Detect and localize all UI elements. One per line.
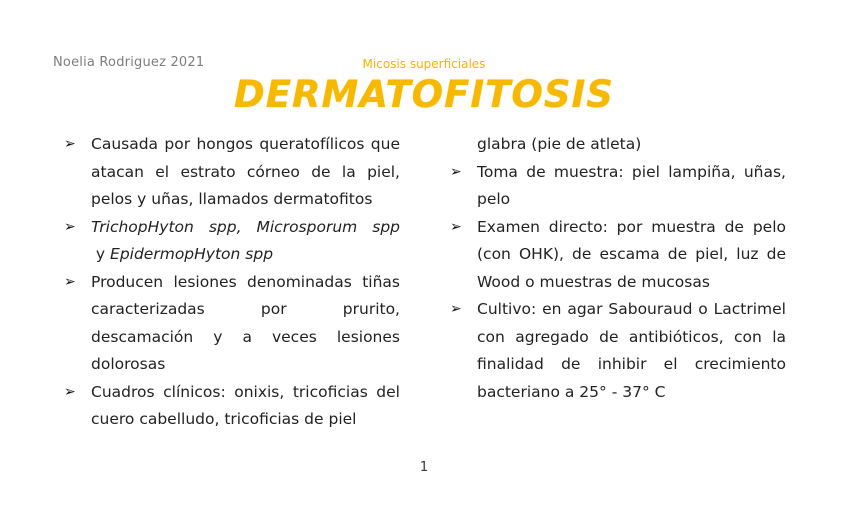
left-bullet-list	[64, 131, 400, 434]
list-item-text: Toma de muestra: piel lampiña, uñas, pelo	[477, 162, 786, 208]
list-item-genus-2: EpidermopHyton spp	[110, 245, 274, 263]
arrow-bullet-icon: ➢	[450, 163, 462, 180]
list-item	[450, 214, 786, 297]
arrow-bullet-icon: ➢	[64, 218, 76, 235]
page-title: DERMATOFITOSIS	[234, 73, 614, 116]
list-item	[64, 379, 400, 434]
arrow-bullet-icon: ➢	[64, 273, 76, 290]
list-item-text: Causada por hongos queratofílicos que atacan el estrato córneo de la piel, pelos y uñas, llamados dermatofitos	[91, 135, 400, 208]
list-item	[450, 159, 786, 214]
list-item-genus-1: TrichopHyton spp, Microsporum spp	[91, 217, 400, 236]
arrow-bullet-icon: ➢	[450, 218, 462, 235]
left-column	[64, 131, 400, 434]
list-item-text: Producen lesiones denominadas tiñas caracterizadas por prurito, descamación y a veces lesiones dolorosas	[91, 272, 400, 373]
arrow-bullet-icon: ➢	[64, 136, 76, 152]
author-label: Noelia Rodriguez 2021	[53, 55, 205, 70]
arrow-bullet-icon: ➢	[450, 301, 462, 317]
right-bullet-list	[450, 159, 786, 407]
page-subtitle: Micosis superficiales	[362, 57, 486, 71]
right-column	[450, 131, 786, 406]
list-item-connector: y	[91, 245, 111, 263]
list-item-text: Cultivo: en agar Sabouraud o Lactrimel con agregado de antibióticos, con la finalidad de inhibir el crecimiento bacteriano a 25° - 37° C	[477, 300, 786, 401]
list-item-text: Cuadros clínicos: onixis, tricoficias del cuero cabelludo, tricoficias de piel	[91, 382, 400, 428]
page-number: 1	[419, 460, 429, 475]
list-item	[64, 214, 400, 269]
arrow-bullet-icon: ➢	[64, 383, 76, 400]
list-item	[64, 131, 400, 214]
list-item-continuation: glabra (pie de atleta)	[477, 135, 642, 153]
list-item	[450, 296, 786, 406]
list-item	[64, 269, 400, 379]
list-item-text: Examen directo: por muestra de pelo (con OHK), de escama de piel, luz de Wood o muestras de mucosas	[477, 217, 786, 291]
